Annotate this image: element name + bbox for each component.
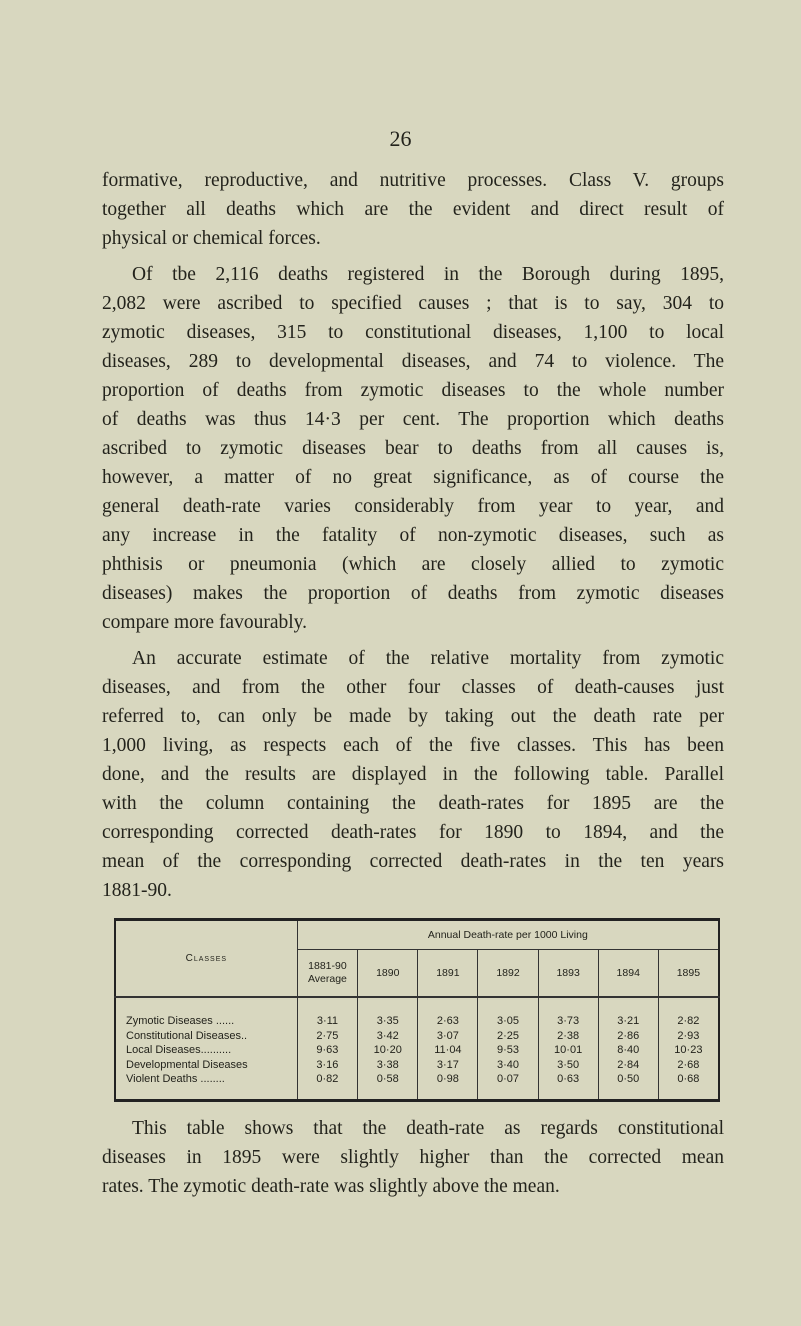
table-cell: 2·75 (316, 1029, 339, 1042)
table-cell: 2·86 (617, 1029, 640, 1042)
table-cell: 3·73 (557, 1015, 580, 1027)
text-line: 1,000 living, as respects each of the five classes. This has been (102, 735, 724, 756)
text-line: 2,082 were ascribed to specified causes ; that is to say, 304 to (102, 293, 724, 314)
table-body-row (115, 997, 719, 1100)
column-header: 1881-90 Average (297, 950, 357, 998)
table-cell: 10·23 (674, 1044, 703, 1056)
value-column (598, 997, 658, 1100)
column-header: 1892 (478, 950, 538, 998)
text-line: Of tbe 2,116 deaths registered in the Borough during 1895, (132, 264, 724, 285)
table-cell: 2·38 (557, 1029, 580, 1042)
text-line: diseases in 1895 were slightly higher than the corrected mean (102, 1147, 724, 1168)
table-cell: 10·01 (554, 1044, 583, 1056)
text-line: proportion of deaths from zymotic diseases to the whole number (102, 380, 724, 401)
death-rate-table (114, 918, 720, 1102)
table-cell: 3·21 (617, 1015, 640, 1027)
table-cell: 0·58 (376, 1073, 399, 1085)
table-cell: 3·40 (496, 1058, 520, 1071)
classes-header: Classes (115, 920, 297, 998)
text-line: zymotic diseases, 315 to constitutional diseases, 1,100 to local (102, 322, 724, 343)
table-cell: 3·35 (376, 1015, 399, 1027)
text-line: physical or chemical forces. (102, 228, 321, 249)
table-cell: 9·63 (316, 1044, 339, 1056)
text-line: phthisis or pneumonia (which are closely allied to zymotic (102, 554, 724, 575)
paragraph-2 (102, 260, 724, 637)
row-label: Violent Deaths ........ (126, 1073, 225, 1085)
text-line: with the column containing the death-rates for 1895 are the (102, 793, 724, 814)
text-line: general death-rate varies considerably from year to year, and (102, 496, 724, 517)
paragraph-3 (102, 644, 724, 905)
value-column (358, 997, 418, 1100)
table-cell: 2·68 (677, 1058, 700, 1071)
text-line: however, a matter of no great significance, as of course the (102, 467, 724, 488)
table-cell: 0·07 (496, 1073, 520, 1085)
table-cell: 11·04 (434, 1044, 462, 1056)
table-cell: 3·42 (376, 1029, 399, 1042)
value-column (538, 997, 598, 1100)
text-line: corresponding corrected death-rates for 1890 to 1894, and the (102, 822, 724, 843)
text-line: An accurate estimate of the relative mortality from zymotic (132, 648, 724, 669)
table-cell: 0·98 (436, 1073, 459, 1085)
row-label: Constitutional Diseases.. (126, 1029, 248, 1042)
table-cell: 2·82 (677, 1015, 700, 1027)
row-label: Developmental Diseases (126, 1058, 248, 1071)
table-cell: 2·93 (677, 1029, 700, 1042)
text-line: mean of the corresponding corrected death-rates in the ten years (102, 851, 724, 872)
table-cell: 3·50 (557, 1058, 580, 1071)
class-names (115, 997, 297, 1100)
value-column (297, 997, 357, 1100)
row-label: Zymotic Diseases ...... (126, 1015, 235, 1027)
table-cell: 2·25 (496, 1029, 520, 1042)
text-line: This table shows that the death-rate as regards constitutional (132, 1118, 724, 1139)
group-header: Annual Death-rate per 1000 Living (297, 920, 719, 950)
table-cell: 0·82 (316, 1073, 339, 1085)
text-line: rates. The zymotic death-rate was slightly above the mean. (102, 1176, 560, 1197)
table-cell: 0·63 (557, 1073, 580, 1085)
column-header: 1893 (538, 950, 598, 998)
text-line: formative, reproductive, and nutritive processes. Class V. groups (102, 170, 724, 191)
value-column (478, 997, 538, 1100)
row-label: Local Diseases.......... (126, 1044, 232, 1056)
text-line: compare more favourably. (102, 612, 308, 633)
paragraph-4 (102, 1114, 724, 1201)
table-cell: 3·11 (316, 1015, 339, 1027)
text-line: together all deaths which are the evident and direct result of (102, 199, 724, 220)
column-header: 1895 (658, 950, 719, 998)
table-cell: 0·50 (617, 1073, 640, 1085)
table-cell: 0·68 (677, 1073, 700, 1085)
table-cell: 2·63 (436, 1015, 459, 1027)
table-cell: 9·53 (496, 1044, 520, 1056)
table-cell: 3·07 (436, 1029, 459, 1042)
text-line: 1881-90. (102, 880, 172, 901)
table-cell: 3·38 (376, 1058, 399, 1071)
value-column (658, 997, 719, 1100)
table-cell: 3·17 (436, 1058, 459, 1071)
text-line: diseases) makes the proportion of deaths from zymotic diseases (102, 583, 724, 604)
table-cell: 3·16 (316, 1058, 339, 1071)
table-cell: 10·20 (373, 1044, 402, 1056)
text-line: diseases, and from the other four classes of death-causes just (102, 677, 724, 698)
page-number: 26 (389, 126, 412, 151)
table-cell: 8·40 (617, 1044, 640, 1056)
value-column (418, 997, 478, 1100)
text-line: ascribed to zymotic diseases bear to deaths from all causes is, (102, 438, 724, 459)
column-header: 1891 (418, 950, 478, 998)
text-line: any increase in the fatality of non-zymotic diseases, such as (102, 525, 724, 546)
text-line: referred to, can only be made by taking out the death rate per (102, 706, 724, 727)
paragraph-1 (102, 166, 724, 253)
text-line: done, and the results are displayed in the following table. Parallel (102, 764, 724, 785)
text-line: of deaths was thus 14·3 per cent. The proportion which deaths (102, 409, 724, 430)
column-header: 1890 (358, 950, 418, 998)
column-header: 1894 (598, 950, 658, 998)
text-line: diseases, 289 to developmental diseases, and 74 to violence. The (102, 351, 724, 372)
table-cell: 3·05 (496, 1015, 520, 1027)
table-cell: 2·84 (617, 1058, 640, 1071)
